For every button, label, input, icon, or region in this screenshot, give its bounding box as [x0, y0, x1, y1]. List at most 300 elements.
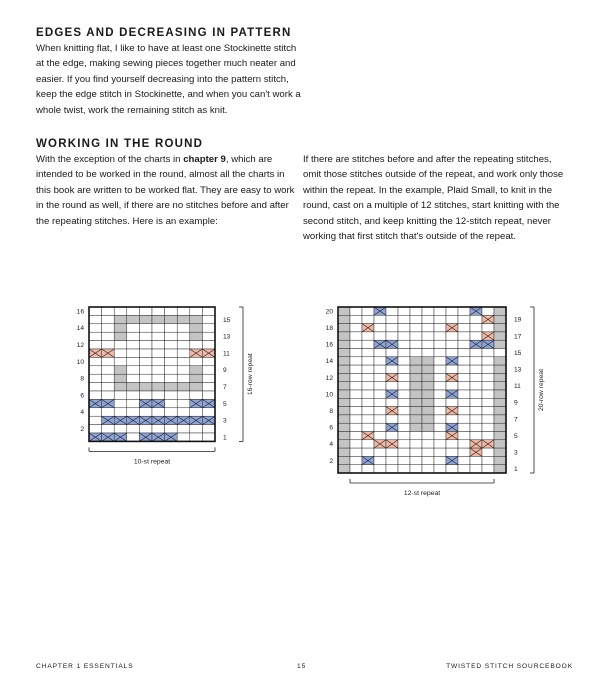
chart-cell — [362, 332, 374, 340]
chart-cell — [470, 373, 482, 381]
chart-cell — [114, 408, 127, 416]
chart-cell — [482, 324, 494, 332]
footer-book-title: TWISTED STITCH SOURCEBOOK — [446, 663, 573, 670]
chart-cell — [458, 373, 470, 381]
chart-cell — [386, 307, 398, 315]
chart-cell — [350, 415, 362, 423]
chart-cell — [89, 315, 102, 323]
paragraph-round-col1-after: , which are intended to be worked in the round, almost all the charts in this book are written to be worked flat. They are easy to work in the round as well, if there are no stitches before and after the repeating stitches. Here is an example: — [36, 154, 295, 227]
chart-cell — [165, 391, 178, 399]
chart-cell — [338, 365, 350, 373]
chart-cell — [470, 390, 482, 398]
chart-cell — [482, 415, 494, 423]
chart-cell — [89, 416, 102, 424]
chart-cell — [114, 332, 127, 340]
chart-cell — [386, 432, 398, 440]
chart-cell — [152, 349, 165, 357]
chart-cell — [374, 324, 386, 332]
chart-cell — [338, 382, 350, 390]
chart-cell — [190, 324, 203, 332]
chart-cell — [350, 307, 362, 315]
right-row-label: 7 — [223, 384, 227, 391]
chart-cell — [398, 315, 410, 323]
chart-cell — [494, 465, 506, 473]
chart-cell — [494, 382, 506, 390]
chart-cell — [434, 357, 446, 365]
right-row-label: 19 — [514, 316, 522, 324]
chart-cell — [362, 382, 374, 390]
chart-cell — [89, 425, 102, 433]
chart-cell — [446, 340, 458, 348]
chart-cell — [458, 332, 470, 340]
left-row-label: 14 — [76, 325, 84, 333]
chart-cell — [165, 357, 178, 365]
chart-cell — [458, 407, 470, 415]
chart-cell — [446, 398, 458, 406]
chart-cell — [446, 415, 458, 423]
chart-cell — [338, 456, 350, 464]
chart-cell — [190, 374, 203, 382]
chart-cell — [422, 448, 434, 456]
chart-cell — [177, 391, 190, 399]
chart-cell — [410, 415, 422, 423]
chart-cell — [350, 340, 362, 348]
chart-cell — [470, 398, 482, 406]
chart-cell — [422, 390, 434, 398]
chart-cell — [434, 365, 446, 373]
chart-cell — [190, 357, 203, 365]
chart-cell — [177, 307, 190, 315]
chart-cell — [398, 357, 410, 365]
chart-cell — [386, 315, 398, 323]
chart-cell — [410, 307, 422, 315]
right-row-label: 15 — [514, 349, 522, 357]
chart-cell — [190, 391, 203, 399]
chart-cell — [374, 390, 386, 398]
chart-1 — [77, 307, 254, 465]
chart-cell — [434, 465, 446, 473]
chart-cell — [152, 425, 165, 433]
chart-cell — [350, 315, 362, 323]
repeat-height-label: 16-row repeat — [247, 353, 254, 396]
chart-cell — [386, 398, 398, 406]
heading-round: WORKING IN THE ROUND — [36, 138, 204, 150]
chapter-link[interactable]: chapter 9 — [183, 154, 226, 165]
chart-cell — [362, 315, 374, 323]
right-row-label: 1 — [223, 434, 227, 442]
chart-cell — [470, 349, 482, 357]
chart-cell — [434, 423, 446, 431]
chart-cell — [374, 382, 386, 390]
left-row-label: 6 — [329, 424, 333, 432]
chart-cell — [362, 398, 374, 406]
chart-cell — [362, 307, 374, 315]
chart-cell — [114, 425, 127, 433]
chart-cell — [139, 357, 152, 365]
chart-cell — [350, 398, 362, 406]
chart-cell — [458, 440, 470, 448]
chart-cell — [338, 407, 350, 415]
chart-cell — [458, 448, 470, 456]
chart-cell — [152, 391, 165, 399]
right-row-label: 9 — [223, 367, 227, 375]
chart-cell — [446, 332, 458, 340]
chart-cell — [458, 357, 470, 365]
chart-cell — [139, 341, 152, 349]
chart-cell — [398, 465, 410, 473]
chart-cell — [202, 341, 215, 349]
chart-cell — [374, 357, 386, 365]
chart-cell — [102, 341, 115, 349]
chart-cell — [338, 332, 350, 340]
chart-cell — [177, 332, 190, 340]
chart-cell — [350, 390, 362, 398]
chart-cell — [202, 433, 215, 441]
chart-cell — [422, 373, 434, 381]
right-row-label: 7 — [514, 416, 518, 424]
right-row-label: 11 — [223, 350, 230, 358]
chart-cell — [127, 391, 140, 399]
right-row-label: 11 — [514, 383, 521, 391]
chart-cell — [202, 383, 215, 391]
chart-cell — [139, 383, 152, 391]
chart-cell — [102, 366, 115, 374]
chart-cell — [102, 425, 115, 433]
chart-cell — [374, 465, 386, 473]
left-row-label: 16 — [76, 308, 84, 316]
chart-cell — [374, 373, 386, 381]
chart-cell — [494, 432, 506, 440]
chart-cell — [470, 432, 482, 440]
chart-cell — [127, 374, 140, 382]
chart-cell — [410, 448, 422, 456]
chart-cell — [89, 324, 102, 332]
chart-cell — [494, 357, 506, 365]
chart-cell — [386, 324, 398, 332]
chart-cell — [494, 340, 506, 348]
chart-cell — [350, 382, 362, 390]
chart-cell — [446, 382, 458, 390]
chart-cell — [458, 465, 470, 473]
chart-cell — [350, 448, 362, 456]
chart-cell — [177, 315, 190, 323]
chart-cell — [89, 391, 102, 399]
chart-cell — [494, 390, 506, 398]
chart-cell — [114, 366, 127, 374]
chart-cell — [494, 407, 506, 415]
chart-cell — [139, 366, 152, 374]
chart-cell — [338, 307, 350, 315]
chart-cell — [362, 357, 374, 365]
chart-cell — [165, 341, 178, 349]
chart-cell — [102, 391, 115, 399]
chart-cell — [494, 332, 506, 340]
chart-cell — [410, 390, 422, 398]
chart-cell — [127, 332, 140, 340]
left-row-label: 12 — [76, 342, 84, 349]
chart-cell — [398, 349, 410, 357]
chart-cell — [102, 408, 115, 416]
chart-cell — [190, 332, 203, 340]
chart-cell — [374, 332, 386, 340]
chart-cell — [139, 425, 152, 433]
chart-cell — [177, 324, 190, 332]
chart-cell — [398, 307, 410, 315]
chart-cell — [386, 448, 398, 456]
chart-cell — [165, 374, 178, 382]
chart-cell — [434, 432, 446, 440]
chart-cell — [422, 432, 434, 440]
chart-cell — [494, 398, 506, 406]
chart-cell — [482, 465, 494, 473]
chart-cell — [89, 307, 102, 315]
chart-cell — [338, 357, 350, 365]
chart-cell — [422, 415, 434, 423]
chart-cell — [89, 332, 102, 340]
chart-cell — [165, 324, 178, 332]
chart-cell — [470, 423, 482, 431]
chart-cell — [152, 408, 165, 416]
chart-cell — [152, 357, 165, 365]
chart-cell — [422, 332, 434, 340]
chart-cell — [152, 366, 165, 374]
left-row-label: 20 — [325, 308, 333, 316]
chart-cell — [89, 383, 102, 391]
left-row-label: 10 — [325, 391, 333, 399]
chart-cell — [102, 383, 115, 391]
chart-cell — [202, 408, 215, 416]
chart-cell — [398, 382, 410, 390]
chart-cell — [350, 423, 362, 431]
chart-cell — [152, 324, 165, 332]
right-row-label: 1 — [514, 466, 518, 474]
chart-cell — [470, 415, 482, 423]
chart-cell — [410, 340, 422, 348]
left-row-label: 2 — [80, 426, 84, 433]
chart-cell — [434, 407, 446, 415]
chart-cell — [398, 407, 410, 415]
chart-cell — [165, 307, 178, 315]
chart-cell — [362, 465, 374, 473]
right-row-label: 15 — [223, 316, 231, 324]
chart-cell — [177, 374, 190, 382]
chart-cell — [386, 382, 398, 390]
chart-cell — [458, 340, 470, 348]
chart-cell — [482, 307, 494, 315]
paragraph-edges: When knitting flat, I like to have at least one Stockinette stitch at the edge, making sewing pieces together much neater and easier. If you find yourself decreasing into the pattern stitch, keep the edge stitch in Stockinette, and when you can't work a whole twist, work the remaining stitch as knit. — [36, 43, 301, 116]
chart-cell — [434, 448, 446, 456]
chart-cell — [338, 315, 350, 323]
chart-cell — [458, 324, 470, 332]
chart-cell — [434, 390, 446, 398]
chart-cell — [152, 383, 165, 391]
chart-cell — [410, 324, 422, 332]
chart-cell — [89, 408, 102, 416]
chart-cell — [470, 324, 482, 332]
chart-cell — [422, 365, 434, 373]
chart-cell — [362, 407, 374, 415]
chart-cell — [446, 315, 458, 323]
chart-cell — [338, 390, 350, 398]
chart-cell — [470, 332, 482, 340]
chart-cell — [177, 433, 190, 441]
chart-cell — [410, 423, 422, 431]
chart-cell — [434, 456, 446, 464]
chart-cell — [374, 365, 386, 373]
chart-cell — [398, 324, 410, 332]
chart-cell — [114, 383, 127, 391]
footer-chapter: CHAPTER 1 ESSENTIALS — [36, 663, 134, 670]
chart-cell — [165, 408, 178, 416]
chart-cell — [422, 440, 434, 448]
right-row-label: 13 — [514, 366, 522, 374]
chart-cell — [350, 357, 362, 365]
chart-cell — [386, 465, 398, 473]
chart-cell — [362, 448, 374, 456]
chart-cell — [410, 382, 422, 390]
chart-cell — [127, 366, 140, 374]
chart-cell — [350, 465, 362, 473]
chart-cell — [434, 373, 446, 381]
chart-cell — [458, 382, 470, 390]
chart-cell — [410, 456, 422, 464]
chart-cell — [139, 374, 152, 382]
chart-cell — [362, 440, 374, 448]
chart-cell — [410, 357, 422, 365]
chart-cell — [202, 307, 215, 315]
chart-cell — [410, 315, 422, 323]
chart-cell — [482, 432, 494, 440]
chart-cell — [350, 332, 362, 340]
chart-cell — [152, 341, 165, 349]
chart-cell — [398, 365, 410, 373]
chart-cell — [398, 440, 410, 448]
chart-cell — [422, 465, 434, 473]
chart-cell — [114, 341, 127, 349]
left-row-label: 8 — [80, 375, 84, 383]
chart-cell — [422, 324, 434, 332]
chart-cell — [434, 415, 446, 423]
chart-cell — [202, 324, 215, 332]
left-row-label: 4 — [329, 441, 333, 449]
chart-cell — [190, 425, 203, 433]
left-row-label: 8 — [329, 407, 333, 415]
chart-cell — [374, 349, 386, 357]
chart-cell — [470, 315, 482, 323]
chart-cell — [338, 448, 350, 456]
chart-cell — [350, 373, 362, 381]
chart-cell — [177, 357, 190, 365]
chart-cell — [398, 423, 410, 431]
chart-cell — [139, 332, 152, 340]
chart-cell — [127, 357, 140, 365]
chart-cell — [202, 366, 215, 374]
chart-cell — [410, 349, 422, 357]
chart-cell — [362, 423, 374, 431]
chart-cell — [338, 423, 350, 431]
chart-cell — [165, 425, 178, 433]
right-row-label: 5 — [514, 432, 518, 440]
chart-cell — [434, 315, 446, 323]
repeat-width-label: 10-st repeat — [133, 458, 171, 466]
chart-cell — [139, 391, 152, 399]
chart-cell — [177, 408, 190, 416]
chart-cell — [482, 398, 494, 406]
chart-cell — [362, 340, 374, 348]
paragraph-round-col1-before: With the exception of the charts in — [36, 154, 184, 165]
chart-cell — [190, 341, 203, 349]
chart-cell — [422, 315, 434, 323]
footer-page-number: 15 — [297, 663, 307, 670]
chart-cell — [362, 365, 374, 373]
chart-cell — [434, 332, 446, 340]
chart-cell — [139, 315, 152, 323]
chart-cell — [470, 365, 482, 373]
chart-cell — [89, 357, 102, 365]
chart-cell — [177, 383, 190, 391]
chart-cell — [494, 440, 506, 448]
chart-cell — [482, 456, 494, 464]
chart-cell — [482, 382, 494, 390]
chart-cell — [350, 456, 362, 464]
chart-cell — [458, 415, 470, 423]
chart-cell — [494, 365, 506, 373]
left-row-label: 2 — [329, 457, 333, 465]
chart-cell — [114, 315, 127, 323]
chart-cell — [470, 465, 482, 473]
chart-cell — [422, 357, 434, 365]
chart-cell — [350, 324, 362, 332]
chart-cell — [114, 324, 127, 332]
left-row-label: 14 — [325, 358, 333, 366]
chart-cell — [434, 440, 446, 448]
chart-cell — [102, 332, 115, 340]
chart-cell — [177, 399, 190, 407]
chart-cell — [434, 382, 446, 390]
chart-cell — [127, 341, 140, 349]
chart-cell — [89, 374, 102, 382]
chart-cell — [114, 307, 127, 315]
chart-cell — [410, 432, 422, 440]
chart-cell — [152, 332, 165, 340]
chart-cell — [177, 366, 190, 374]
right-row-label: 17 — [514, 333, 522, 341]
chart-cell — [102, 357, 115, 365]
chart-cell — [177, 341, 190, 349]
chart-cell — [422, 307, 434, 315]
chart-cell — [494, 415, 506, 423]
chart-cell — [398, 432, 410, 440]
chart-cell — [338, 349, 350, 357]
chart-cell — [127, 399, 140, 407]
chart-cell — [494, 456, 506, 464]
chart-cell — [374, 423, 386, 431]
chart-cell — [422, 407, 434, 415]
chart-cell — [410, 365, 422, 373]
chart-cell — [386, 349, 398, 357]
chart-cell — [102, 374, 115, 382]
chart-cell — [362, 373, 374, 381]
right-row-label: 3 — [514, 449, 518, 457]
chart-cell — [482, 423, 494, 431]
left-row-label: 12 — [325, 374, 333, 382]
chart-cell — [434, 307, 446, 315]
chart-cell — [114, 357, 127, 365]
chart-cell — [458, 307, 470, 315]
chart-cell — [202, 425, 215, 433]
chart-cell — [338, 415, 350, 423]
chart-cell — [482, 349, 494, 357]
